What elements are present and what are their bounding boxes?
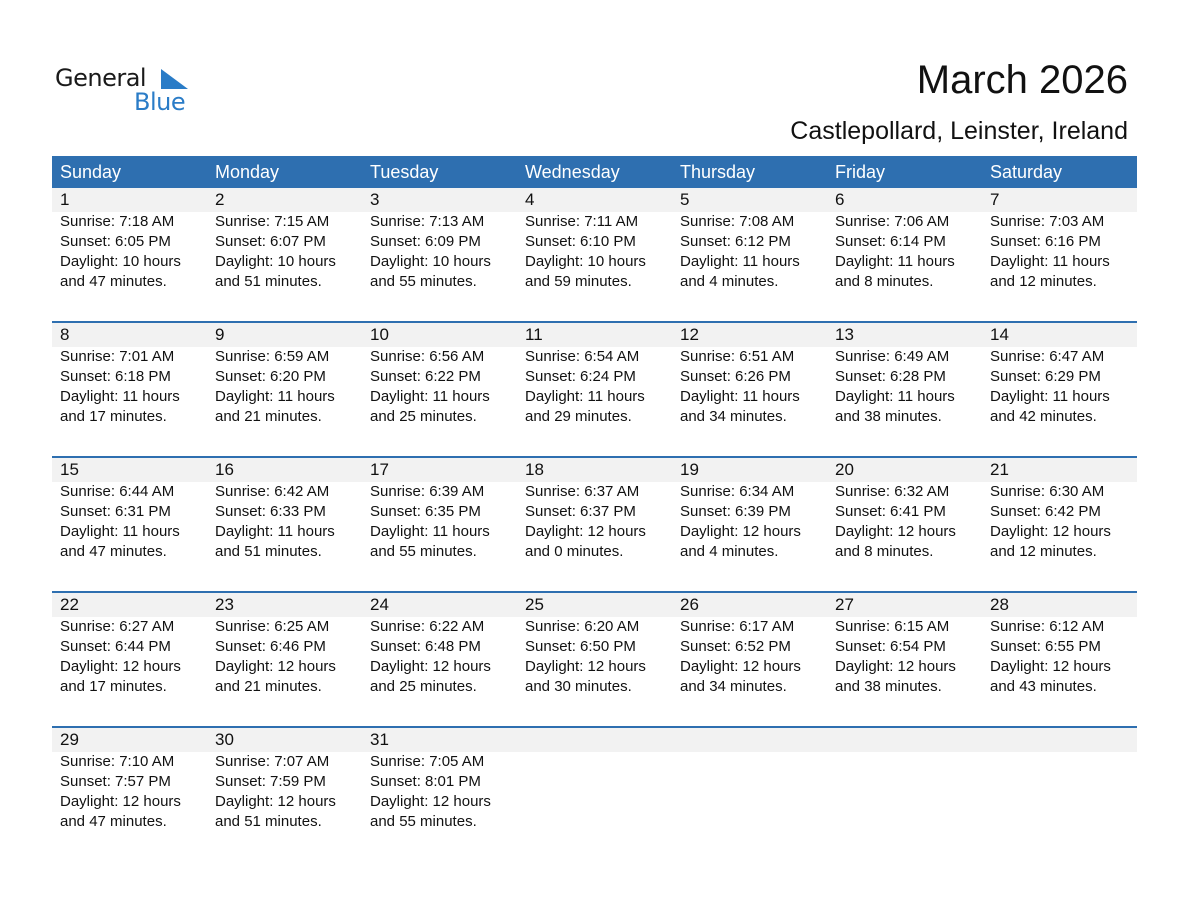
day-cell xyxy=(982,593,1137,697)
sunset-text: Sunset: 6:16 PM xyxy=(990,233,1101,250)
sunset-text: Sunset: 6:09 PM xyxy=(370,233,481,250)
week-cells xyxy=(52,188,1137,292)
daylight-text: Daylight: 11 hours xyxy=(680,388,800,405)
week-row xyxy=(52,726,1137,861)
day-cell xyxy=(672,323,827,427)
day-number: 6 xyxy=(835,190,845,209)
sunset-text: Sunset: 6:50 PM xyxy=(525,638,636,655)
day-cell xyxy=(517,728,672,832)
sunset-text: Sunset: 6:26 PM xyxy=(680,368,791,385)
daylight-text: Daylight: 11 hours xyxy=(835,253,955,270)
day-cell xyxy=(982,728,1137,832)
daylight-minutes-text: and 38 minutes. xyxy=(835,408,942,425)
sunrise-text: Sunrise: 6:32 AM xyxy=(835,483,950,500)
daylight-text: Daylight: 10 hours xyxy=(525,253,646,270)
day-cell xyxy=(362,593,517,697)
day-number: 7 xyxy=(990,190,1000,209)
daylight-minutes-text: and 55 minutes. xyxy=(370,273,477,290)
daylight-text: Daylight: 12 hours xyxy=(835,658,956,675)
day-cell xyxy=(517,458,672,562)
page-title: March 2026 xyxy=(916,58,1128,102)
daylight-text: Daylight: 12 hours xyxy=(370,793,491,810)
sunrise-text: Sunrise: 6:56 AM xyxy=(370,348,485,365)
week-row xyxy=(52,456,1137,591)
sunrise-text: Sunrise: 7:06 AM xyxy=(835,213,950,230)
daylight-minutes-text: and 47 minutes. xyxy=(60,273,167,290)
daylight-text: Daylight: 10 hours xyxy=(370,253,491,270)
sunrise-text: Sunrise: 7:07 AM xyxy=(215,753,330,770)
daylight-text: Daylight: 12 hours xyxy=(215,793,336,810)
sunrise-text: Sunrise: 6:59 AM xyxy=(215,348,330,365)
day-number: 22 xyxy=(60,595,79,614)
week-cells xyxy=(52,728,1137,832)
day-number: 5 xyxy=(680,190,690,209)
sunset-text: Sunset: 6:54 PM xyxy=(835,638,946,655)
daylight-minutes-text: and 51 minutes. xyxy=(215,273,322,290)
day-number xyxy=(835,728,982,752)
day-cell xyxy=(982,188,1137,292)
weekday-wednesday: Wednesday xyxy=(525,162,620,182)
logo xyxy=(55,64,195,120)
daylight-minutes-text: and 30 minutes. xyxy=(525,678,632,695)
day-cell xyxy=(207,593,362,697)
day-cell xyxy=(52,458,207,562)
sunrise-text: Sunrise: 6:20 AM xyxy=(525,618,640,635)
day-number: 23 xyxy=(215,595,234,614)
day-number xyxy=(525,728,672,752)
daylight-minutes-text: and 47 minutes. xyxy=(60,543,167,560)
day-cell xyxy=(362,323,517,427)
day-cell xyxy=(207,458,362,562)
daylight-text: Daylight: 12 hours xyxy=(990,658,1111,675)
sunrise-text: Sunrise: 7:10 AM xyxy=(60,753,175,770)
sunrise-text: Sunrise: 6:22 AM xyxy=(370,618,485,635)
daylight-text: Daylight: 12 hours xyxy=(60,793,181,810)
logo-general-text: General xyxy=(55,64,147,92)
sunset-text: Sunset: 8:01 PM xyxy=(370,773,481,790)
sunrise-text: Sunrise: 6:47 AM xyxy=(990,348,1105,365)
sunrise-text: Sunrise: 6:27 AM xyxy=(60,618,175,635)
sunset-text: Sunset: 7:57 PM xyxy=(60,773,171,790)
day-cell xyxy=(52,188,207,292)
daylight-minutes-text: and 55 minutes. xyxy=(370,543,477,560)
daylight-minutes-text: and 51 minutes. xyxy=(215,543,322,560)
location-subtitle: Castlepollard, Leinster, Ireland xyxy=(790,117,1128,145)
sunrise-text: Sunrise: 6:42 AM xyxy=(215,483,330,500)
day-cell xyxy=(52,728,207,832)
sunrise-text: Sunrise: 7:18 AM xyxy=(60,213,175,230)
day-number: 9 xyxy=(215,325,225,344)
day-number xyxy=(990,728,1137,752)
daylight-text: Daylight: 11 hours xyxy=(990,253,1110,270)
day-number: 11 xyxy=(525,325,543,344)
sunset-text: Sunset: 6:18 PM xyxy=(60,368,171,385)
day-cell xyxy=(207,188,362,292)
sunset-text: Sunset: 6:07 PM xyxy=(215,233,326,250)
daylight-minutes-text: and 29 minutes. xyxy=(525,408,632,425)
day-number: 20 xyxy=(835,460,854,479)
daylight-minutes-text: and 42 minutes. xyxy=(990,408,1097,425)
daylight-minutes-text: and 17 minutes. xyxy=(60,678,167,695)
sunset-text: Sunset: 6:42 PM xyxy=(990,503,1101,520)
day-cell xyxy=(982,323,1137,427)
sunset-text: Sunset: 6:20 PM xyxy=(215,368,326,385)
sunset-text: Sunset: 7:59 PM xyxy=(215,773,326,790)
day-number: 15 xyxy=(60,460,79,479)
day-cell xyxy=(207,728,362,832)
day-number: 27 xyxy=(835,595,854,614)
day-cell xyxy=(672,188,827,292)
week-row xyxy=(52,188,1137,321)
sunrise-text: Sunrise: 6:30 AM xyxy=(990,483,1105,500)
day-cell xyxy=(827,728,982,832)
daylight-text: Daylight: 11 hours xyxy=(60,388,180,405)
daylight-text: Daylight: 12 hours xyxy=(215,658,336,675)
sunset-text: Sunset: 6:29 PM xyxy=(990,368,1101,385)
sunrise-text: Sunrise: 6:49 AM xyxy=(835,348,950,365)
weekday-header xyxy=(52,156,1137,188)
sunrise-text: Sunrise: 7:03 AM xyxy=(990,213,1105,230)
day-number: 3 xyxy=(370,190,380,209)
daylight-minutes-text: and 8 minutes. xyxy=(835,273,934,290)
daylight-minutes-text: and 0 minutes. xyxy=(525,543,624,560)
sunset-text: Sunset: 6:14 PM xyxy=(835,233,946,250)
daylight-text: Daylight: 12 hours xyxy=(680,523,801,540)
sunset-text: Sunset: 6:39 PM xyxy=(680,503,791,520)
sunset-text: Sunset: 6:33 PM xyxy=(215,503,326,520)
day-cell xyxy=(517,188,672,292)
day-cell xyxy=(362,728,517,832)
day-number: 29 xyxy=(60,730,79,749)
day-cell xyxy=(672,458,827,562)
weekday-saturday: Saturday xyxy=(990,162,1063,182)
daylight-minutes-text: and 59 minutes. xyxy=(525,273,632,290)
day-number: 30 xyxy=(215,730,234,749)
daylight-text: Daylight: 11 hours xyxy=(215,388,335,405)
day-number: 25 xyxy=(525,595,544,614)
daylight-text: Daylight: 11 hours xyxy=(525,388,645,405)
daylight-minutes-text: and 38 minutes. xyxy=(835,678,942,695)
daylight-minutes-text: and 51 minutes. xyxy=(215,813,322,830)
daylight-text: Daylight: 11 hours xyxy=(215,523,335,540)
day-cell xyxy=(827,593,982,697)
day-cell xyxy=(672,728,827,832)
daylight-text: Daylight: 11 hours xyxy=(680,253,800,270)
weekday-friday: Friday xyxy=(835,162,886,182)
day-number: 28 xyxy=(990,595,1009,614)
day-cell xyxy=(362,458,517,562)
weeks-container xyxy=(52,188,1137,861)
daylight-minutes-text: and 25 minutes. xyxy=(370,678,477,695)
daylight-text: Daylight: 12 hours xyxy=(525,658,646,675)
day-number: 4 xyxy=(525,190,535,209)
daylight-minutes-text: and 47 minutes. xyxy=(60,813,167,830)
day-number: 12 xyxy=(680,325,699,344)
daylight-minutes-text: and 34 minutes. xyxy=(680,678,787,695)
day-number xyxy=(680,728,827,752)
sunset-text: Sunset: 6:31 PM xyxy=(60,503,171,520)
sunset-text: Sunset: 6:12 PM xyxy=(680,233,791,250)
daylight-text: Daylight: 12 hours xyxy=(680,658,801,675)
daylight-text: Daylight: 10 hours xyxy=(60,253,181,270)
daylight-text: Daylight: 12 hours xyxy=(525,523,646,540)
daylight-minutes-text: and 21 minutes. xyxy=(215,678,322,695)
sunset-text: Sunset: 6:41 PM xyxy=(835,503,946,520)
sunset-text: Sunset: 6:52 PM xyxy=(680,638,791,655)
daylight-text: Daylight: 11 hours xyxy=(370,388,490,405)
daylight-minutes-text: and 17 minutes. xyxy=(60,408,167,425)
day-cell xyxy=(827,188,982,292)
daylight-minutes-text: and 12 minutes. xyxy=(990,273,1097,290)
sunrise-text: Sunrise: 6:39 AM xyxy=(370,483,485,500)
day-cell xyxy=(982,458,1137,562)
week-row xyxy=(52,591,1137,726)
sunrise-text: Sunrise: 6:54 AM xyxy=(525,348,640,365)
day-number: 21 xyxy=(990,460,1009,479)
day-number: 2 xyxy=(215,190,225,209)
sunset-text: Sunset: 6:10 PM xyxy=(525,233,636,250)
sunset-text: Sunset: 6:37 PM xyxy=(525,503,636,520)
daylight-text: Daylight: 12 hours xyxy=(835,523,956,540)
daylight-text: Daylight: 10 hours xyxy=(215,253,336,270)
sunrise-text: Sunrise: 6:51 AM xyxy=(680,348,795,365)
daylight-minutes-text: and 21 minutes. xyxy=(215,408,322,425)
calendar xyxy=(52,156,1137,861)
sunrise-text: Sunrise: 7:11 AM xyxy=(525,213,639,230)
day-number: 14 xyxy=(990,325,1009,344)
sunrise-text: Sunrise: 6:37 AM xyxy=(525,483,640,500)
day-number: 31 xyxy=(370,730,389,749)
day-cell xyxy=(827,323,982,427)
sunrise-text: Sunrise: 6:12 AM xyxy=(990,618,1105,635)
day-number: 24 xyxy=(370,595,389,614)
day-cell xyxy=(517,593,672,697)
day-cell xyxy=(52,323,207,427)
daylight-text: Daylight: 12 hours xyxy=(370,658,491,675)
day-number: 16 xyxy=(215,460,234,479)
day-number: 8 xyxy=(60,325,70,344)
daylight-minutes-text: and 4 minutes. xyxy=(680,273,779,290)
sunset-text: Sunset: 6:48 PM xyxy=(370,638,481,655)
daylight-text: Daylight: 12 hours xyxy=(990,523,1111,540)
daylight-text: Daylight: 11 hours xyxy=(370,523,490,540)
sunset-text: Sunset: 6:05 PM xyxy=(60,233,171,250)
sunrise-text: Sunrise: 6:25 AM xyxy=(215,618,330,635)
daylight-minutes-text: and 43 minutes. xyxy=(990,678,1097,695)
weekday-thursday: Thursday xyxy=(680,162,756,182)
day-number: 10 xyxy=(370,325,389,344)
sunset-text: Sunset: 6:35 PM xyxy=(370,503,481,520)
day-cell xyxy=(672,593,827,697)
daylight-text: Daylight: 11 hours xyxy=(60,523,180,540)
day-cell xyxy=(827,458,982,562)
sunset-text: Sunset: 6:55 PM xyxy=(990,638,1101,655)
daylight-minutes-text: and 55 minutes. xyxy=(370,813,477,830)
daylight-text: Daylight: 11 hours xyxy=(990,388,1110,405)
day-number: 19 xyxy=(680,460,699,479)
daylight-minutes-text: and 25 minutes. xyxy=(370,408,477,425)
daylight-minutes-text: and 4 minutes. xyxy=(680,543,779,560)
daylight-text: Daylight: 12 hours xyxy=(60,658,181,675)
sunrise-text: Sunrise: 6:15 AM xyxy=(835,618,950,635)
sunset-text: Sunset: 6:46 PM xyxy=(215,638,326,655)
daylight-minutes-text: and 12 minutes. xyxy=(990,543,1097,560)
day-number: 1 xyxy=(60,190,70,209)
logo-blue-text: Blue xyxy=(134,88,186,116)
day-number: 26 xyxy=(680,595,699,614)
daylight-minutes-text: and 34 minutes. xyxy=(680,408,787,425)
sunrise-text: Sunrise: 7:05 AM xyxy=(370,753,485,770)
weekday-monday: Monday xyxy=(215,162,280,182)
weekday-sunday: Sunday xyxy=(60,162,122,182)
day-cell xyxy=(52,593,207,697)
sunrise-text: Sunrise: 7:13 AM xyxy=(370,213,485,230)
day-cell xyxy=(362,188,517,292)
week-cells xyxy=(52,323,1137,427)
day-number: 17 xyxy=(370,460,389,479)
sunrise-text: Sunrise: 7:15 AM xyxy=(215,213,330,230)
sunrise-text: Sunrise: 6:44 AM xyxy=(60,483,175,500)
sunset-text: Sunset: 6:22 PM xyxy=(370,368,481,385)
day-cell xyxy=(517,323,672,427)
sunrise-text: Sunrise: 7:08 AM xyxy=(680,213,795,230)
sunrise-text: Sunrise: 6:34 AM xyxy=(680,483,795,500)
day-number: 13 xyxy=(835,325,854,344)
sunrise-text: Sunrise: 6:17 AM xyxy=(680,618,795,635)
day-number: 18 xyxy=(525,460,544,479)
logo-triangle-icon xyxy=(161,69,188,89)
sunrise-text: Sunrise: 7:01 AM xyxy=(60,348,175,365)
week-cells xyxy=(52,458,1137,562)
week-row xyxy=(52,321,1137,456)
daylight-text: Daylight: 11 hours xyxy=(835,388,955,405)
sunset-text: Sunset: 6:28 PM xyxy=(835,368,946,385)
day-cell xyxy=(207,323,362,427)
sunset-text: Sunset: 6:44 PM xyxy=(60,638,171,655)
daylight-minutes-text: and 8 minutes. xyxy=(835,543,934,560)
sunset-text: Sunset: 6:24 PM xyxy=(525,368,636,385)
week-cells xyxy=(52,593,1137,697)
weekday-tuesday: Tuesday xyxy=(370,162,439,182)
